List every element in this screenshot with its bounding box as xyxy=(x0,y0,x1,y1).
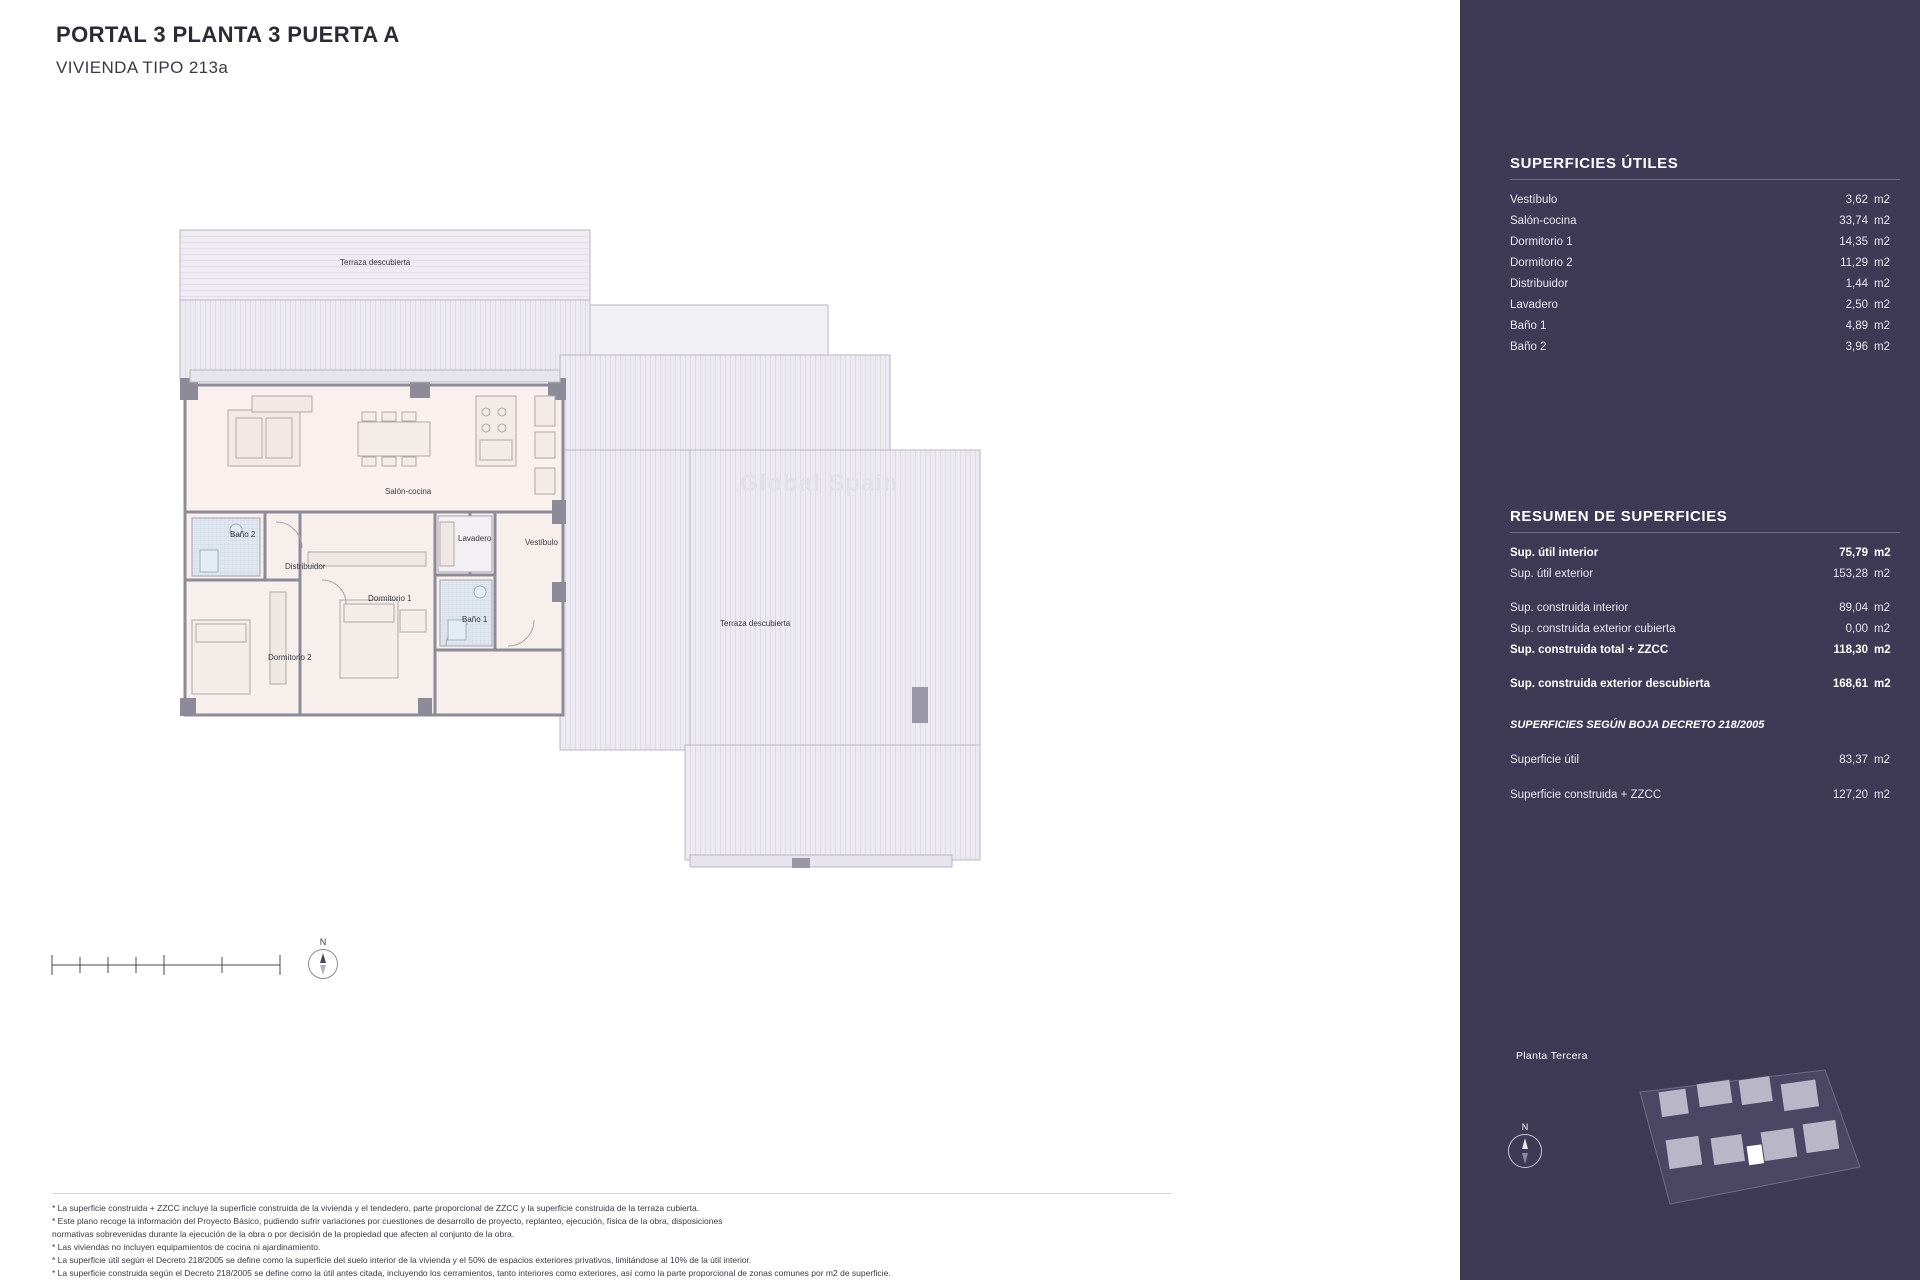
table-row xyxy=(1510,598,1900,619)
row-value: 0,00 xyxy=(1845,623,1868,635)
row-label: Dormitorio 1 xyxy=(1510,236,1573,248)
row-value: 3,96 xyxy=(1845,341,1868,353)
row-value: 153,28 xyxy=(1832,568,1868,580)
row-label: Salón-cocina xyxy=(1510,215,1577,227)
row-unit: m2 xyxy=(1874,644,1891,656)
floorplan-svg xyxy=(40,200,1200,920)
key-plan-compass xyxy=(1502,1122,1548,1182)
row-label: Baño 1 xyxy=(1510,320,1547,332)
room-label: Salón-cocina xyxy=(385,487,432,496)
row-label: Sup. construida interior xyxy=(1510,602,1629,614)
row-unit: m2 xyxy=(1874,602,1890,614)
row-unit: m2 xyxy=(1874,257,1890,269)
floorplan-drawing xyxy=(40,200,1200,920)
row-unit: m2 xyxy=(1874,678,1891,690)
surface-summary-panel xyxy=(1460,0,1920,1280)
key-plan-graphic xyxy=(1610,1062,1870,1212)
compass-north-label: N xyxy=(319,937,327,947)
footnote-line: normativas sobrevenidas durante la ejecución de la obra o por decisión de la propiedad que afecten al conjunto de la obra. xyxy=(52,1229,515,1239)
row-unit: m2 xyxy=(1874,547,1891,559)
room-label: Terraza descubierta xyxy=(720,619,791,628)
row-label: Lavadero xyxy=(1510,299,1558,311)
row-label: Sup. útil interior xyxy=(1510,547,1599,559)
scale-bar-graphic xyxy=(50,945,290,985)
room-label: Baño 2 xyxy=(230,530,256,539)
row-unit: m2 xyxy=(1874,754,1890,766)
footnotes xyxy=(52,1193,1172,1280)
row-value: 118,30 xyxy=(1833,644,1868,656)
row-label: Baño 2 xyxy=(1510,341,1547,353)
row-unit: m2 xyxy=(1874,299,1890,311)
table-row xyxy=(1510,274,1900,295)
decreto-title xyxy=(1510,715,1900,736)
divider xyxy=(1510,532,1900,533)
row-unit: m2 xyxy=(1874,278,1890,290)
compass-icon xyxy=(1508,1134,1542,1168)
row-unit: m2 xyxy=(1874,236,1890,248)
room-label: Terraza descubierta xyxy=(340,258,411,267)
resumen-title: RESUMEN DE SUPERFICIES xyxy=(1510,508,1728,525)
table-row xyxy=(1510,619,1900,640)
footnote-line: * La superficie construida + ZZCC incluye la superficie construida de la vivienda y el tendedero, parte proporcional de ZZCC y la superficie construida de la terraza cubierta. xyxy=(52,1203,700,1213)
row-value: 1,44 xyxy=(1845,278,1868,290)
row-label: Sup. construida exterior cubierta xyxy=(1510,623,1676,635)
row-unit: m2 xyxy=(1874,194,1890,206)
row-label: Distribuidor xyxy=(1510,278,1569,290)
row-unit: m2 xyxy=(1874,623,1890,635)
table-row xyxy=(1510,316,1900,337)
row-label: Sup. útil exterior xyxy=(1510,568,1594,580)
compass-north-label: N xyxy=(1521,1122,1529,1132)
decreto-title-label: SUPERFICIES SEGÚN BOJA DECRETO 218/2005 xyxy=(1510,719,1765,731)
footnote-line: * Las viviendas no incluyen equipamientos de cocina ni ajardinamiento. xyxy=(52,1242,321,1252)
row-value: 89,04 xyxy=(1839,602,1868,614)
page-title: PORTAL 3 PLANTA 3 PUERTA A xyxy=(56,22,400,47)
row-label: Superficie construida + ZZCC xyxy=(1510,789,1662,801)
key-plan-label: Planta Tercera xyxy=(1516,1050,1588,1062)
divider xyxy=(52,1193,1172,1194)
room-label: Baño 1 xyxy=(462,615,488,624)
table-row xyxy=(1510,337,1900,358)
table-row xyxy=(1510,211,1900,232)
row-unit: m2 xyxy=(1874,568,1890,580)
row-value: 168,61 xyxy=(1832,678,1868,690)
compass-main xyxy=(300,937,346,995)
key-plan xyxy=(1480,1050,1900,1230)
row-label: Vestíbulo xyxy=(1510,194,1558,206)
table-row xyxy=(1510,564,1900,585)
row-label: Sup. construida exterior descubierta xyxy=(1510,678,1711,690)
footnote-line: * La superficie construida según el Decreto 218/2005 se define como la útil antes citada, incluyendo los cerramientos, tanto interiores como exteriores, así como la parte proporcional de zonas comunes por m2 de superficie. xyxy=(52,1268,891,1278)
table-row xyxy=(1510,232,1900,253)
row-unit: m2 xyxy=(1874,215,1890,227)
table-row xyxy=(1510,543,1900,564)
row-unit: m2 xyxy=(1874,341,1890,353)
row-value: 127,20 xyxy=(1832,789,1868,801)
footnote-line: * Este plano recoge la información del Proyecto Básico, pudiendo sufrir variaciones por cuestiones de desarrollo de proyecto, replanteo, ejecución, física de la obra, disposiciones xyxy=(52,1216,723,1226)
room-label: Dormitorio 2 xyxy=(268,653,312,662)
scale-bar xyxy=(50,945,290,985)
divider xyxy=(1510,179,1900,180)
row-value: 83,37 xyxy=(1839,754,1868,766)
row-value: 75,79 xyxy=(1839,547,1868,559)
table-row xyxy=(1510,190,1900,211)
row-value: 3,62 xyxy=(1845,194,1868,206)
row-unit: m2 xyxy=(1874,789,1890,801)
table-row xyxy=(1510,750,1900,771)
table-row xyxy=(1510,253,1900,274)
table-row xyxy=(1510,640,1900,661)
footnote-line: * La superficie útil según el Decreto 218/2005 se define como la superficie del suelo interior de la vivienda y el 50% de espacios exteriores privativos, limitándose al 10% de la útil interior. xyxy=(52,1255,752,1265)
compass-icon xyxy=(308,949,338,979)
row-value: 11,29 xyxy=(1840,257,1868,269)
table-row xyxy=(1510,785,1900,806)
watermark: Global Spain xyxy=(740,470,899,497)
row-label: Superficie útil xyxy=(1510,754,1580,766)
utiles-title: SUPERFICIES ÚTILES xyxy=(1510,155,1679,172)
room-label: Dormitorio 1 xyxy=(368,594,412,603)
row-unit: m2 xyxy=(1874,320,1890,332)
row-value: 4,89 xyxy=(1845,320,1868,332)
row-label: Sup. construida total + ZZCC xyxy=(1510,644,1669,656)
row-value: 14,35 xyxy=(1839,236,1868,248)
row-label: Dormitorio 2 xyxy=(1510,257,1573,269)
page-subtitle: VIVIENDA TIPO 213a xyxy=(56,58,229,77)
table-row xyxy=(1510,674,1900,695)
room-label: Vestíbulo xyxy=(525,538,558,547)
table-row xyxy=(1510,295,1900,316)
row-value: 33,74 xyxy=(1839,215,1868,227)
room-label: Lavadero xyxy=(458,534,492,543)
row-value: 2,50 xyxy=(1845,299,1868,311)
header xyxy=(56,22,400,78)
room-label: Distribuidor xyxy=(285,562,326,571)
